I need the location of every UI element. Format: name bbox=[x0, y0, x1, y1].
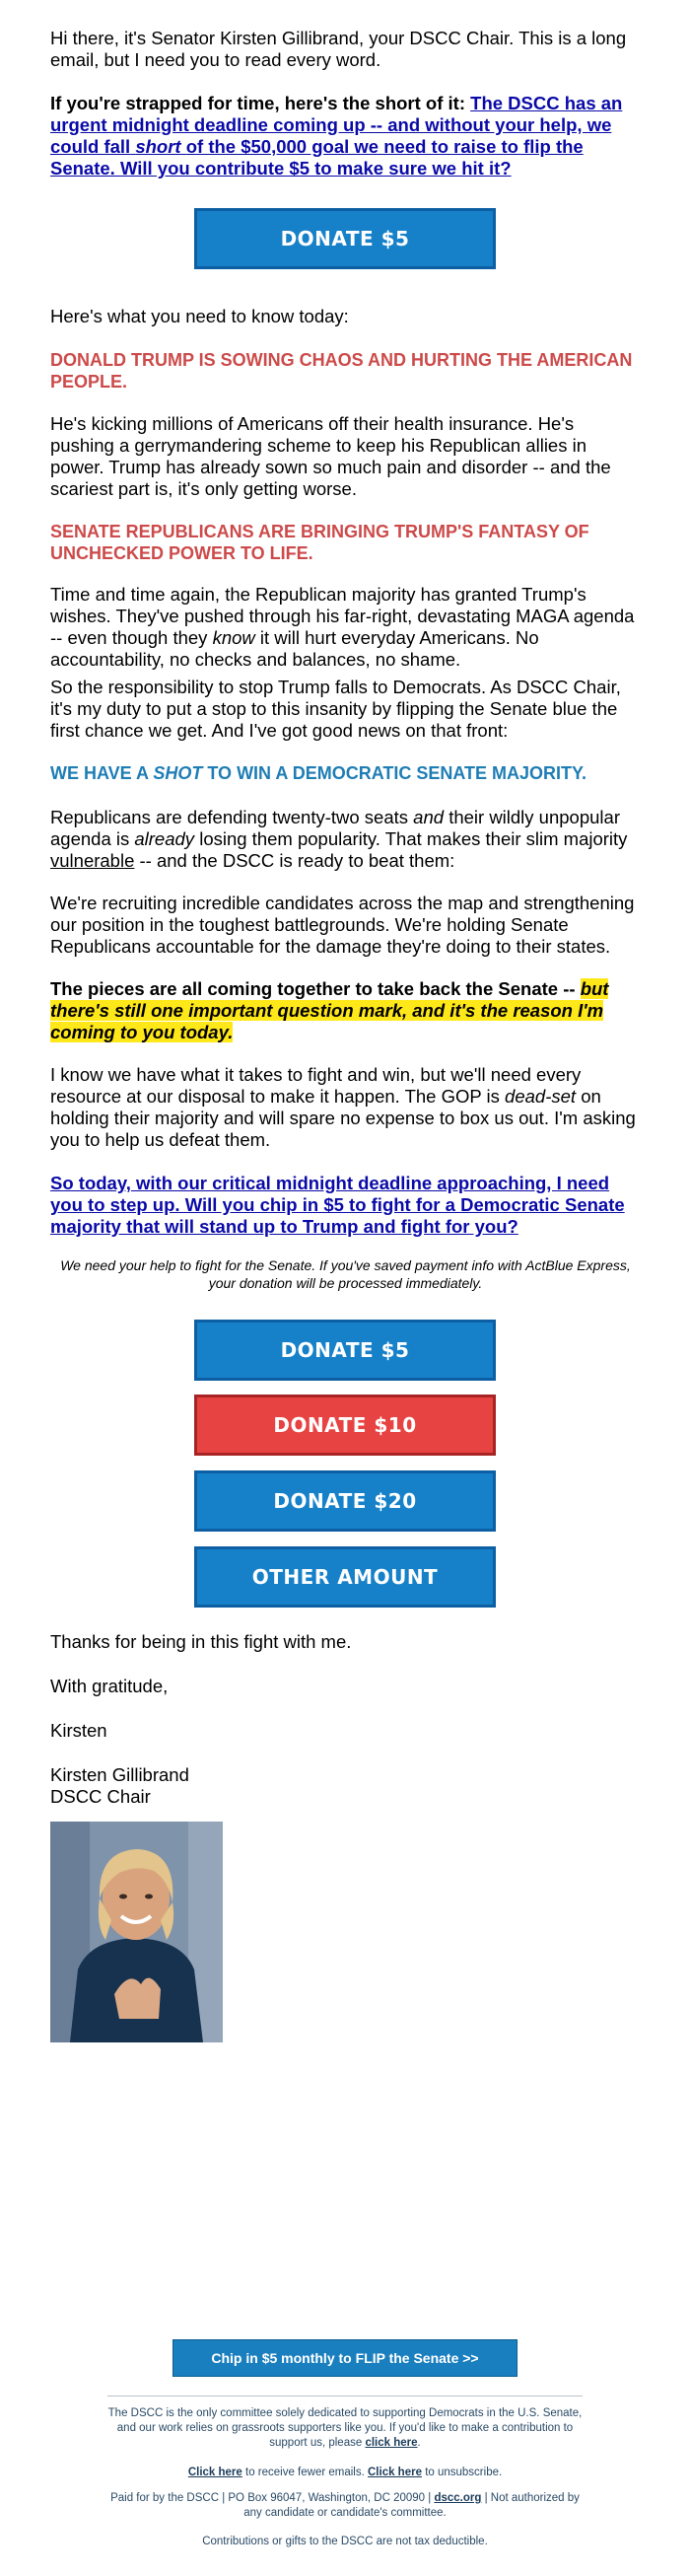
chip-in-monthly-button[interactable]: Chip in $5 monthly to FLIP the Senate >> bbox=[172, 2339, 518, 2377]
dscc-org-link[interactable]: dscc.org bbox=[434, 2492, 482, 2504]
paragraph-recruiting: We're recruiting incredible candidates across the map and strengthening our position in the toughest battlegrounds. We're holding Senate Republicans accountable for the damage they're doing to their states. bbox=[50, 893, 635, 957]
intro-paragraph: Hi there, it's Senator Kirsten Gillibrand, your DSCC Chair. This is a long email, but I need you to read every word. bbox=[50, 28, 627, 70]
kirsten-gillibrand-photo bbox=[50, 1822, 223, 2042]
contribute-click-here-link[interactable]: click here bbox=[365, 2437, 418, 2449]
signature-title: DSCC Chair bbox=[50, 1786, 151, 1807]
heading-senate-republicans: SENATE REPUBLICANS ARE BRINGING TRUMP'S FANTASY OF UNCHECKED POWER TO LIFE. bbox=[50, 522, 589, 563]
paragraph-question-mark: The pieces are all coming together to take back the Senate -- but there's still one important question mark, and it's the reason I'm coming to you today. bbox=[50, 978, 609, 1042]
paragraph-twenty-two-seats: Republicans are defending twenty-two seats and their wildly unpopular agenda is already losing them popularity. That makes their slim majority vulnerable -- and the DSCC is ready to beat them: bbox=[50, 807, 628, 871]
highlighted-question-mark-text: but there's still one important question mark, and it's the reason I'm coming to you today. bbox=[50, 978, 609, 1042]
unsubscribe-link[interactable]: Click here bbox=[368, 2467, 422, 2478]
actblue-note: We need your help to fight for the Senate. If you've saved payment info with ActBlue Express, your donation will be processed immediately. bbox=[60, 1257, 631, 1291]
footer-tax-note: Contributions or gifts to the DSCC are not tax deductible. bbox=[202, 2536, 488, 2547]
portrait-illustration bbox=[50, 1822, 223, 2042]
donate-5-button[interactable]: DONATE $5 bbox=[194, 1320, 496, 1381]
heading-shot-to-win: WE HAVE A SHOT TO WIN A DEMOCRATIC SENATE MAJORITY. bbox=[50, 763, 587, 783]
paragraph-gop-dead-set: I know we have what it takes to fight and win, but we'll need every resource at our disposal to make it happen. The GOP is dead-set on holding their majority and will spare no expense to box us out. I'm asking you to help us defeat them. bbox=[50, 1064, 636, 1150]
footer-about-text: The DSCC is the only committee solely dedicated to supporting Democrats in the U.S. Senate, and our work relies on grassroots supporters like you. If you'd like to make a contribution to support us, please click here. bbox=[107, 2407, 583, 2449]
gratitude-text: With gratitude, bbox=[50, 1676, 169, 1696]
footer-paid-for: Paid for by the DSCC | PO Box 96047, Washington, DC 20090 | dscc.org | Not authorized by any candidate or candidate's committee. bbox=[110, 2492, 580, 2519]
donate-10-button[interactable]: DONATE $10 bbox=[194, 1395, 496, 1456]
donate-5-top-button[interactable]: DONATE $5 bbox=[194, 208, 496, 269]
signoff-name: Kirsten bbox=[50, 1720, 107, 1741]
heading-trump-chaos: DONALD TRUMP IS SOWING CHAOS AND HURTING THE AMERICAN PEOPLE. bbox=[50, 350, 633, 392]
chip-in-5-link[interactable]: So today, with our critical midnight deadline approaching, I need you to step up. Will you chip in $5 to fight for a Democratic Senate majority that will stand up to Trump and fight for you? bbox=[50, 1173, 625, 1237]
strapped-paragraph bbox=[50, 93, 641, 179]
fewer-emails-link[interactable]: Click here bbox=[187, 2467, 242, 2478]
footer-email-prefs: Click here to receive fewer emails. Click here to unsubscribe. bbox=[187, 2467, 503, 2478]
paragraph-health-insurance: He's kicking millions of Americans off their health insurance. He's pushing a gerrymandering scheme to keep his Republican allies in power. Trump has already sown so much pain and disorder -- and the scariest part is, it's only getting worse. bbox=[50, 413, 611, 499]
need-to-know-text: Here's what you need to know today: bbox=[50, 306, 349, 326]
ask-paragraph bbox=[50, 1173, 641, 1238]
other-amount-button[interactable]: OTHER AMOUNT bbox=[194, 1546, 496, 1608]
deadline-donate-link[interactable]: The DSCC has an urgent midnight deadline coming up -- and without your help, we could fall short of the $50,000 goal we need to raise to flip the Senate. Will you contribute $5 to make sure we hit it? bbox=[50, 93, 623, 179]
strapped-lead: If you're strapped for time, here's the short of it: bbox=[50, 93, 465, 113]
thanks-text: Thanks for being in this fight with me. bbox=[50, 1631, 352, 1652]
signature-name: Kirsten Gillibrand bbox=[50, 1764, 189, 1785]
paragraph-republican-majority: Time and time again, the Republican majority has granted Trump's wishes. They've pushed through his far-right, devastating MAGA agenda -- even though they know it will hurt everyday Americans. No accountability, no checks and balances, no shame. bbox=[50, 584, 635, 670]
paragraph-responsibility: So the responsibility to stop Trump falls to Democrats. As DSCC Chair, it's my duty to put a stop to this insanity by flipping the Senate blue the first chance we get. And I've got good news on that front: bbox=[50, 677, 621, 741]
footer-divider bbox=[107, 2396, 583, 2397]
donate-20-button[interactable]: DONATE $20 bbox=[194, 1470, 496, 1532]
